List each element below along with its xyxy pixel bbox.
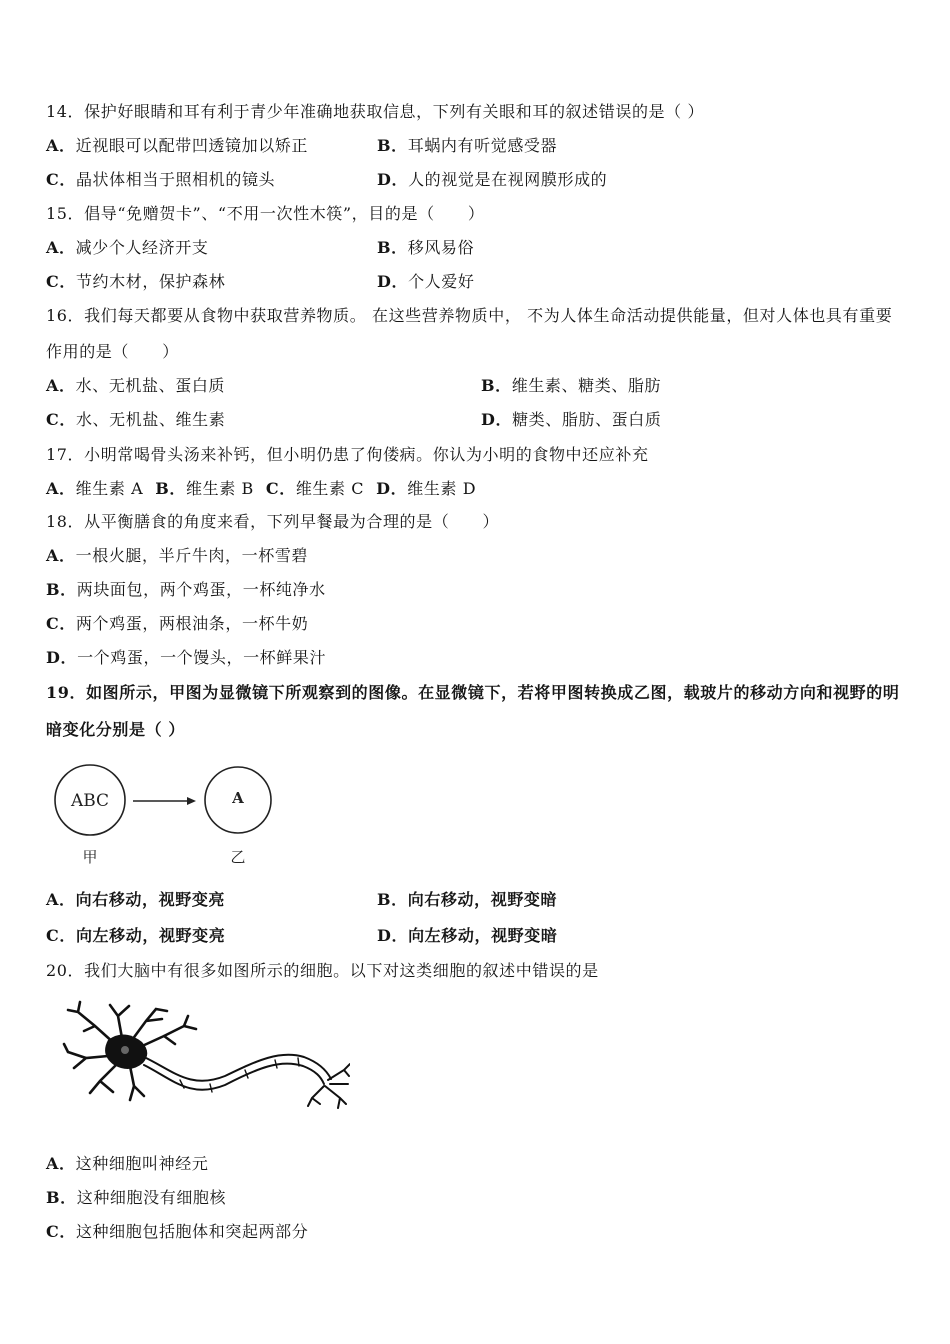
q20-option-a (46, 1154, 208, 1174)
option-text: 维生素 D (407, 479, 477, 498)
q20-option-c (46, 1222, 308, 1242)
q14-option-c (46, 170, 275, 190)
option-label: B． (481, 376, 512, 395)
q17-option-d (376, 479, 476, 499)
q16-option-a (46, 376, 225, 396)
option-label: A． (46, 1154, 76, 1173)
label-yi: 乙 (230, 848, 246, 866)
option-text: 人的视觉是在视网膜形成的 (408, 170, 608, 189)
option-text: 一个鸡蛋，一个馒头，一杯鲜果汁 (77, 648, 327, 667)
q16-option-d (481, 410, 661, 430)
label-jia: 甲 (82, 848, 98, 866)
option-label: A． (46, 376, 76, 395)
option-text: 耳蜗内有听觉感受器 (407, 136, 558, 155)
option-label: C． (46, 926, 76, 945)
option-label: A． (46, 546, 76, 565)
option-text: 晶状体相当于照相机的镜头 (75, 170, 276, 189)
option-text: 向右移动，视野变亮 (75, 890, 226, 909)
q15-option-b (377, 238, 474, 258)
yi-letter: A (232, 789, 244, 807)
option-label: D． (377, 926, 409, 945)
option-label: D． (377, 272, 409, 291)
q17-option-a (46, 479, 143, 499)
option-text: 向左移动，视野变亮 (75, 926, 226, 945)
option-label: B． (377, 238, 408, 257)
option-label: D． (481, 410, 513, 429)
q16-stem-line2: 作用的是（ ） (46, 342, 179, 361)
option-text: 维生素、糖类、脂肪 (511, 376, 662, 395)
option-label: B． (377, 136, 408, 155)
option-label: A． (46, 136, 76, 155)
q14-stem: 14．保护好眼睛和耳有利于青少年准确地获取信息，下列有关眼和耳的叙述错误的是（ ） (46, 102, 705, 121)
option-text: 两块面包，两个鸡蛋，一杯纯净水 (76, 580, 326, 599)
option-label: D． (377, 170, 409, 189)
q18-option-a (46, 546, 308, 566)
option-text: 向右移动，视野变暗 (407, 890, 558, 909)
q18-option-d (46, 648, 326, 668)
option-text: 节约木材，保护森林 (75, 272, 226, 291)
option-label: A． (46, 479, 76, 498)
q20-stem: 20．我们大脑中有很多如图所示的细胞。以下对这类细胞的叙述中错误的是 (46, 961, 599, 980)
q18-option-c (46, 614, 308, 634)
q19-option-d (377, 926, 557, 946)
option-label: D． (46, 648, 78, 667)
microscope-view-figure (46, 755, 286, 875)
option-text: 两个鸡蛋，两根油条，一杯牛奶 (75, 614, 309, 633)
q19-stem-line1: 19．如图所示，甲图为显微镜下所观察到的图像。在显微镜下，若将甲图转换成乙图，载玻片的移动方向和视野的明 (46, 683, 900, 702)
option-label: B． (155, 479, 187, 498)
q16-stem-line1: 16．我们每天都要从食物中获取营养物质。 在这些营养物质中， 不为人体生命活动提供能量，但对人体也具有重要 (46, 306, 893, 325)
option-label: C． (46, 170, 76, 189)
option-label: A． (46, 890, 76, 909)
option-text: 这种细胞没有细胞核 (76, 1188, 227, 1207)
option-label: B． (46, 1188, 77, 1207)
option-text: 个人爱好 (408, 272, 475, 291)
option-text: 移风易俗 (407, 238, 475, 257)
option-label: A． (46, 238, 76, 257)
q19-option-c (46, 926, 225, 946)
q19-option-b (377, 890, 557, 910)
q20-option-b (46, 1188, 226, 1208)
q15-option-a (46, 238, 208, 258)
option-label: C． (46, 410, 76, 429)
option-text: 维生素 A (75, 479, 144, 498)
option-text: 水、无机盐、维生素 (75, 410, 226, 429)
option-text: 这种细胞叫神经元 (75, 1154, 209, 1173)
q16-option-c (46, 410, 225, 430)
option-label: C． (265, 479, 296, 498)
q18-stem: 18．从平衡膳食的角度来看，下列早餐最为合理的是（ ） (46, 512, 500, 531)
q17-stem: 17．小明常喝骨头汤来补钙，但小明仍患了佝偻病。你认为小明的食物中还应补充 (46, 445, 649, 464)
option-label: C． (46, 1222, 76, 1241)
arrow-head-icon (187, 797, 196, 805)
q16-option-b (481, 376, 661, 396)
option-text: 向左移动，视野变暗 (408, 926, 558, 945)
neuron-icon (60, 1000, 350, 1125)
q14-option-a (46, 136, 308, 156)
option-label: B． (377, 890, 408, 909)
nucleus (121, 1046, 129, 1054)
option-text: 这种细胞包括胞体和突起两部分 (75, 1222, 309, 1241)
q17-option-b (155, 479, 254, 499)
q14-option-b (377, 136, 557, 156)
q18-option-b (46, 580, 326, 600)
option-text: 近视眼可以配带凹透镜加以矫正 (75, 136, 309, 155)
q19-option-a (46, 890, 225, 910)
option-text: 一根火腿，半斤牛肉，一杯雪碧 (75, 546, 309, 565)
q15-option-d (377, 272, 474, 292)
option-text: 减少个人经济开支 (75, 238, 209, 257)
option-label: C． (46, 272, 76, 291)
option-label: C． (46, 614, 76, 633)
q17-option-c (266, 479, 364, 499)
option-text: 维生素 B (186, 479, 254, 498)
jia-letters: ABC (70, 791, 110, 811)
option-text: 维生素 C (295, 479, 365, 498)
option-label: D． (376, 479, 408, 498)
q17-options (46, 479, 488, 499)
q15-option-c (46, 272, 225, 292)
q15-stem: 15．倡导“免赠贺卡”、“不用一次性木筷”，目的是（ ） (46, 204, 485, 223)
q19-stem-line2: 暗变化分别是（ ） (46, 720, 185, 739)
option-label: B． (46, 580, 77, 599)
option-text: 水、无机盐、蛋白质 (75, 376, 226, 395)
option-text: 糖类、脂肪、蛋白质 (512, 410, 662, 429)
q14-option-d (377, 170, 607, 190)
